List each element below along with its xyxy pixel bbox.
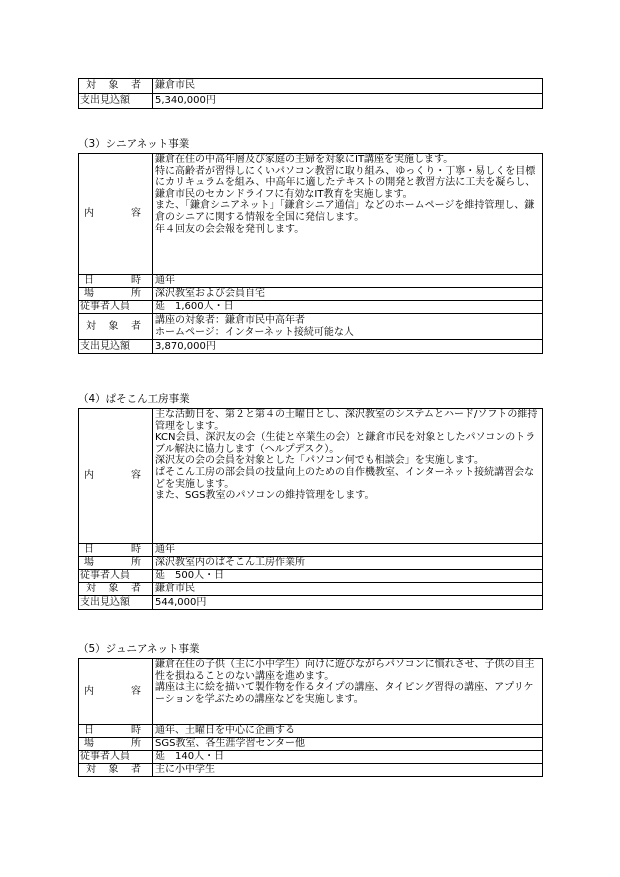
section-5-content: 鎌倉在住の子供（主に小中学生）向けに遊びながらパソコンに慣れさせ、子供の自主性を損ねることのない講座を進めます。 講座は主に絵を描いて製作物を作るタイプの講座、タイピング習得の講座、アプリケーションを学ぶための講座などを実施します。 bbox=[153, 659, 543, 725]
row-label: 内 容 bbox=[79, 154, 153, 275]
table-row bbox=[79, 596, 543, 610]
row-value: SGS教室、各生涯学習センター他 bbox=[153, 738, 543, 751]
row-label: 場 所 bbox=[79, 557, 153, 570]
section-4-content: 主な活動日を、第２と第４の土曜日とし、深沢教室のシステムとハード/ソフトの維持管理をします。 KCN会員、深沢友の会（生徒と卒業生の会）と鎌倉市民を対象としたパソコンのトラブル解決に協力します（ヘルプデスク）。 深沢友の会の会員を対象とした「パソコン何でも相談会」を実施します。 ぱそこん工房の部会員の技量向上のための自作機教室、インターネット接続講習会などを実施します。 また、SGS教室のパソコンの維持管理をします。 bbox=[153, 409, 543, 544]
top-table bbox=[78, 78, 543, 109]
row-value: 通年 bbox=[153, 275, 543, 288]
row-value: 延 140人・日 bbox=[153, 751, 543, 764]
row-value: 延 500人・日 bbox=[153, 570, 543, 583]
row-label: 内 容 bbox=[79, 409, 153, 544]
table-row bbox=[79, 751, 543, 764]
section-5-table bbox=[78, 658, 543, 777]
row-label: 従事者人員 bbox=[79, 751, 153, 764]
section-5-title: （5）ジュニアネット事業 bbox=[78, 643, 200, 655]
row-label: 対 象 者 bbox=[79, 314, 153, 340]
row-value: 深沢教室内のぱそこん工房作業所 bbox=[153, 557, 543, 570]
row-value: 鎌倉市民 bbox=[153, 583, 543, 596]
row-label: 従事者人員 bbox=[79, 570, 153, 583]
table-row bbox=[79, 570, 543, 583]
row-label: 支出見込額 bbox=[79, 596, 153, 610]
table-row bbox=[79, 583, 543, 596]
row-label: 支出見込額 bbox=[79, 94, 153, 109]
row-value: 544,000円 bbox=[153, 596, 543, 610]
row-value: 鎌倉市民 bbox=[153, 79, 543, 94]
row-value: 深沢教室および会員自宅 bbox=[153, 288, 543, 301]
table-row bbox=[79, 288, 543, 301]
row-value: 講座の対象者：鎌倉市民中高年者 ホームページ：インターネット接続可能な人 bbox=[153, 314, 543, 340]
table-row bbox=[79, 275, 543, 288]
table-row bbox=[79, 94, 543, 109]
table-row bbox=[79, 544, 543, 557]
row-value: 主に小中学生 bbox=[153, 764, 543, 777]
row-value: 3,870,000円 bbox=[153, 340, 543, 354]
row-value: 延 1,600人・日 bbox=[153, 301, 543, 314]
section-3-content: 鎌倉在住の中高年層及び家庭の主婦を対象にIT講座を実施します。 特に高齢者が習得しにくいパソコン教習に取り組み、ゆっくり・丁寧・易しくを目標にカリキュラムを組み、中高年に適したテキストの開発と教習方法に工夫を凝らし、鎌倉市民のセカンドライフに有効なIT教育を実施します。 また、「鎌倉シニアネット」「鎌倉シニア通信」などのホームページを維持管理し、鎌倉のシニアに関する情報を全国に発信します。 年４回友の会会報を発刊します。 bbox=[153, 154, 543, 275]
table-row bbox=[79, 409, 543, 544]
row-value: 通年 bbox=[153, 544, 543, 557]
table-row bbox=[79, 154, 543, 275]
section-4-table bbox=[78, 408, 543, 610]
table-row bbox=[79, 738, 543, 751]
row-label: 対 象 者 bbox=[79, 79, 153, 94]
section-3-table bbox=[78, 153, 543, 354]
row-label: 支出見込額 bbox=[79, 340, 153, 354]
table-row bbox=[79, 301, 543, 314]
row-label: 対 象 者 bbox=[79, 764, 153, 777]
section-3-table-block bbox=[78, 153, 543, 354]
row-label: 日 時 bbox=[79, 275, 153, 288]
section-4-table-block bbox=[78, 408, 543, 610]
table-row bbox=[79, 557, 543, 570]
row-label: 場 所 bbox=[79, 738, 153, 751]
top-table-block bbox=[78, 78, 543, 109]
row-label: 場 所 bbox=[79, 288, 153, 301]
table-row bbox=[79, 340, 543, 354]
table-row bbox=[79, 79, 543, 94]
row-value: 5,340,000円 bbox=[153, 94, 543, 109]
table-row bbox=[79, 314, 543, 340]
table-row bbox=[79, 764, 543, 777]
row-label: 従事者人員 bbox=[79, 301, 153, 314]
row-value: 通年、土曜日を中心に企画する bbox=[153, 725, 543, 738]
section-4-title: （4）ぱそこん工房事業 bbox=[78, 393, 190, 405]
row-label: 日 時 bbox=[79, 725, 153, 738]
table-row bbox=[79, 725, 543, 738]
row-label: 内 容 bbox=[79, 659, 153, 725]
row-label: 対 象 者 bbox=[79, 583, 153, 596]
row-label: 日 時 bbox=[79, 544, 153, 557]
table-row bbox=[79, 659, 543, 725]
section-3-title: （3）シニアネット事業 bbox=[78, 138, 190, 150]
section-5-table-block bbox=[78, 658, 543, 777]
